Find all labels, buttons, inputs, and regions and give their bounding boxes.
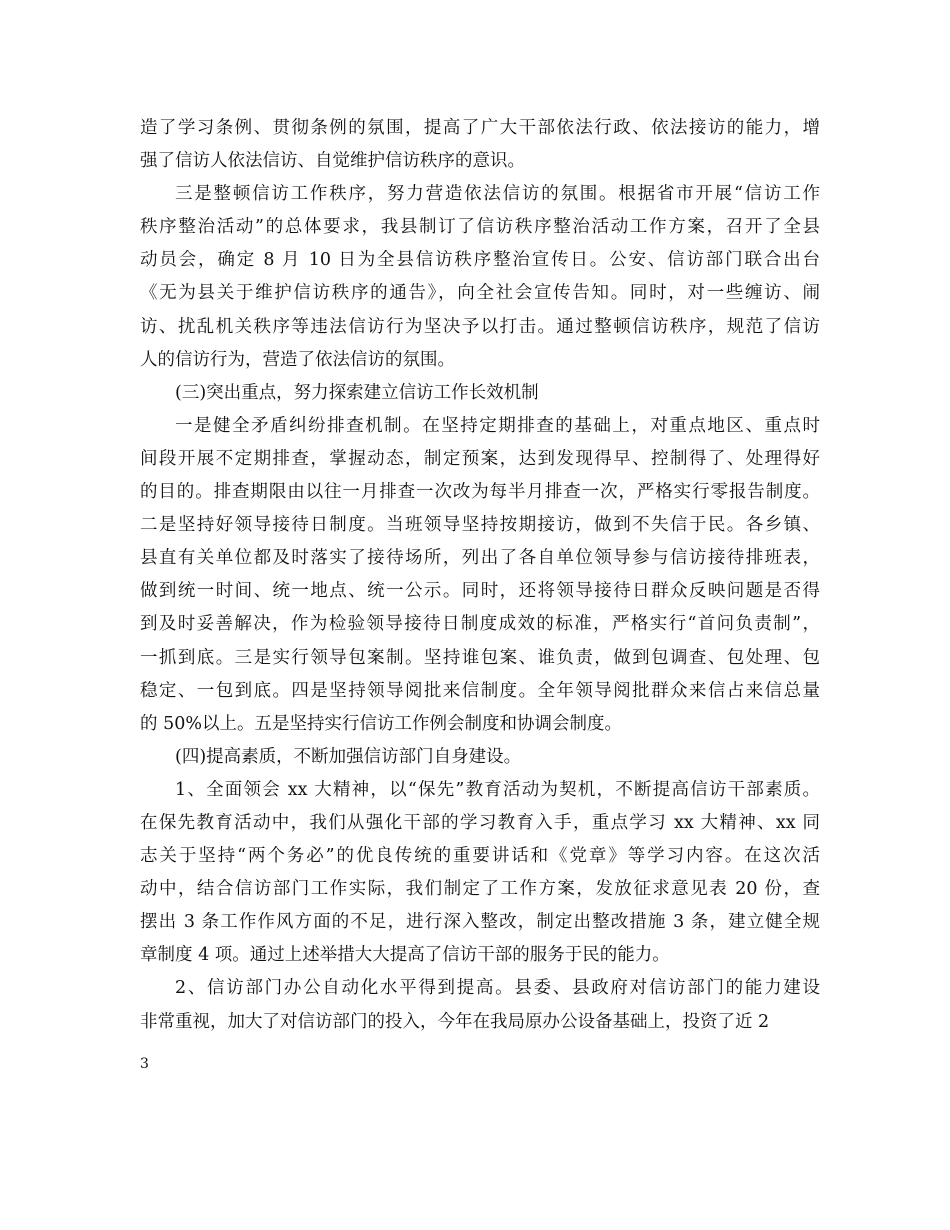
text-line: 人的信访行为，营造了依法信访的氛围。 bbox=[140, 349, 455, 370]
text-line: 摆出 3 条工作作风方面的不足，进行深入整改，制定出整改措施 3 条，建立健全规 bbox=[140, 912, 820, 933]
text-line: (三)突出重点，努力探索建立信访工作长效机制 bbox=[175, 382, 539, 403]
document-body bbox=[140, 112, 820, 1039]
text-line: 间段开展不定期排查，掌握动态，制定预案，达到发现得早、控制得了、处理得好 bbox=[140, 448, 820, 469]
text-line: 强了信访人依法信访、自觉维护信访秩序的意识。 bbox=[140, 151, 525, 172]
text-line: 稳定、一包到底。四是坚持领导阅批来信制度。全年领导阅批群众来信占来信总量 bbox=[140, 680, 820, 701]
text-line: 县直有关单位都及时落实了接待场所，列出了各自单位领导参与信访接待排班表， bbox=[140, 548, 820, 569]
text-line: 一抓到底。三是实行领导包案制。坚持谁包案、谁负责，做到包调查、包处理、包 bbox=[140, 647, 820, 668]
text-line: 1、全面领会 xx 大精神，以“保先”教育活动为契机，不断提高信访干部素质。 bbox=[175, 779, 820, 800]
text-line: 造了学习条例、贯彻条例的氛围，提高了广大干部依法行政、依法接访的能力，增 bbox=[140, 118, 820, 138]
text-line: 动员会，确定 8 月 10 日为全县信访秩序整治宣传日。公安、信访部门联合出台 bbox=[140, 250, 820, 271]
text-line: 2、信访部门办公自动化水平得到提高。县委、县政府对信访部门的能力建设 bbox=[175, 978, 820, 999]
text-line: 一是健全矛盾纠纷排查机制。在坚持定期排查的基础上，对重点地区、重点时 bbox=[175, 415, 820, 436]
text-line: 二是坚持好领导接待日制度。当班领导坚持按期接访，做到不失信于民。各乡镇、 bbox=[140, 515, 820, 536]
text-line: 做到统一时间、统一地点、统一公示。同时，还将领导接待日群众反映问题是否得 bbox=[140, 581, 820, 602]
text-line: 非常重视，加大了对信访部门的投入，今年在我局原办公设备基础上，投资了近 2 bbox=[140, 1011, 770, 1032]
text-line: 的目的。排查期限由以往一月排查一次改为每半月排查一次，严格实行零报告制度。 bbox=[140, 482, 820, 503]
page-number: 3 bbox=[140, 1056, 149, 1072]
text-line: 访、扰乱机关秩序等违法信访行为坚决予以打击。通过整顿信访秩序，规范了信访 bbox=[140, 316, 820, 337]
text-line: 章制度 4 项。通过上述举措大大提高了信访干部的服务于民的能力。 bbox=[140, 945, 670, 966]
text-line: 在保先教育活动中，我们从强化干部的学习教育入手，重点学习 xx 大精神、xx 同 bbox=[140, 812, 820, 833]
text-line: 到及时妥善解决，作为检验领导接待日制度成效的标准，严格实行“首问负责制”， bbox=[140, 614, 820, 635]
text-line: 的 50%以上。五是坚持实行信访工作例会制度和协调会制度。 bbox=[140, 713, 622, 734]
text-line: 秩序整治活动”的总体要求，我县制订了信访秩序整治活动工作方案，召开了全县 bbox=[140, 217, 820, 238]
text-line: 三是整顿信访工作秩序，努力营造依法信访的氛围。根据省市开展“信访工作 bbox=[175, 184, 820, 205]
text-line: 志关于坚持“两个务必”的优良传统的重要讲话和《党章》等学习内容。在这次活 bbox=[140, 846, 820, 867]
text-line: 动中，结合信访部门工作实际，我们制定了工作方案，发放征求意见表 20 份，查 bbox=[140, 879, 820, 900]
text-line: (四)提高素质，不断加强信访部门自身建设。 bbox=[175, 746, 522, 767]
text-line: 《无为县关于维护信访秩序的通告》，向全社会宣传告知。同时，对一些缠访、闹 bbox=[140, 283, 820, 304]
